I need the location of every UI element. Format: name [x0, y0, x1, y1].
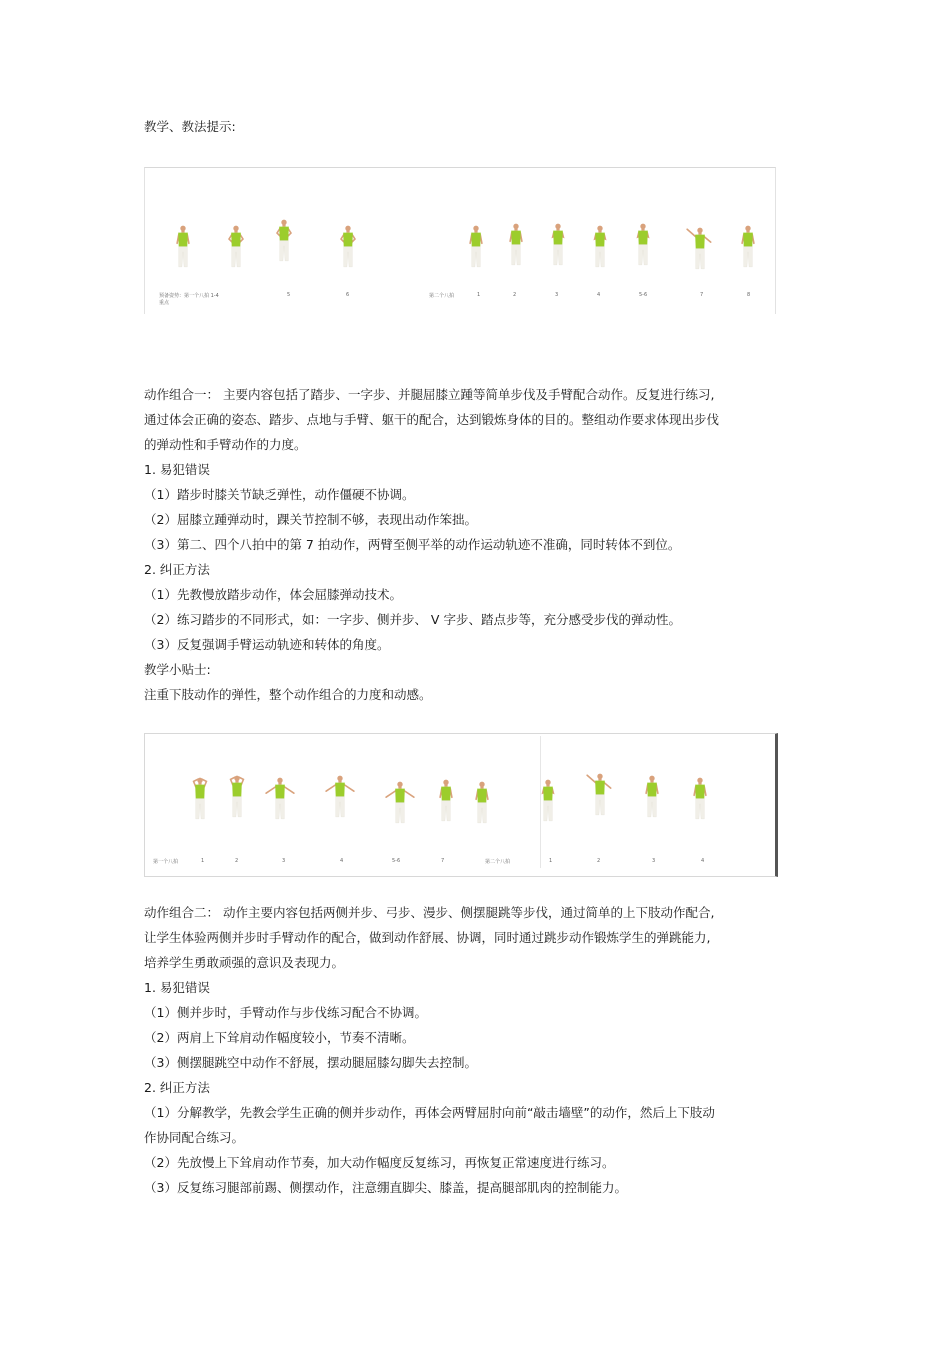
exercise-figure-illustration: [685, 758, 715, 842]
group2-fix-title: 2. 纠正方法: [144, 1080, 210, 1095]
group1-errors-title: 1. 易犯错误: [144, 462, 210, 477]
group2-intro-3: 培养学生勇敢顽强的意识及表现力。: [144, 955, 345, 970]
exercise-figure-illustration: [685, 208, 715, 292]
group2-fix-item: （1）分解教学，先教会学生正确的侧并步动作，再体会两臂屈肘向前“敲击墙壁”的动作，然后上下肢动: [144, 1105, 715, 1120]
exercise-figure-illustration: [501, 204, 531, 288]
exercise-figure-illustration: [467, 762, 497, 846]
group2-errors-title: 1. 易犯错误: [144, 980, 210, 995]
group1-error-item: （2）屈膝立踵弹动时，踝关节控制不够，表现出动作笨拙。: [144, 512, 477, 527]
figure-combination-one: [144, 167, 776, 314]
figure-caption-right: 第二个八拍: [485, 859, 511, 865]
group1-fix-title: 2. 纠正方法: [144, 562, 210, 577]
figure-caption-num: 7: [700, 292, 704, 298]
group1-intro: 动作组合一： 主要内容包括了踏步、一字步、并腿屈膝立踵等简单步伐及手臂配合动作。反复进行练习,: [144, 387, 715, 402]
exercise-figure-illustration: [543, 204, 573, 288]
exercise-figure-illustration: [628, 204, 658, 288]
exercise-figure-illustration: [168, 206, 198, 290]
figure-caption-num: 2: [235, 858, 239, 864]
group2-fix-item: （3）反复练习腿部前踢、侧摆动作，注意绷直脚尖、膝盖，提高腿部肌肉的控制能力。: [144, 1180, 627, 1195]
exercise-figure-illustration: [533, 760, 563, 844]
exercise-figure-illustration: [585, 754, 615, 838]
exercise-figure-illustration: [431, 760, 461, 844]
figure-caption-num: 1: [549, 858, 553, 864]
figure-caption-num: 4: [597, 292, 601, 298]
group1-error-item: （1）踏步时膝关节缺乏弹性，动作僵硬不协调。: [144, 487, 415, 502]
figure-caption-num: 3: [282, 858, 286, 864]
group1-fix-item: （1）先教慢放踏步动作，体会屈膝弹动技术。: [144, 587, 402, 602]
group1-fix-item: （2）练习踏步的不同形式，如：一字步、侧并步、 V 字步、踏点步等，充分感受步伐的弹动性。: [144, 612, 681, 627]
figure-caption-num: 8: [747, 292, 751, 298]
figure-caption-num: 1: [201, 858, 205, 864]
group2-error-item: （3）侧摆腿跳空中动作不舒展，摆动腿屈膝勾脚失去控制。: [144, 1055, 477, 1070]
figure-caption-num: 4: [701, 858, 705, 864]
figure-caption-num: 3: [652, 858, 656, 864]
group2-fix-item: 作协同配合练习。: [144, 1130, 245, 1145]
figure-caption-num: 2: [513, 292, 517, 298]
figure-caption-num: 5-6: [639, 292, 648, 298]
section-heading: 教学、教法提示:: [144, 119, 236, 134]
exercise-figure-illustration: [333, 206, 363, 290]
group1-intro-3: 的弹动性和手臂动作的力度。: [144, 437, 307, 452]
figure-caption-num: 6: [346, 292, 350, 298]
exercise-figure-illustration: [325, 756, 355, 840]
group2-intro-2: 让学生体验两侧并步时手臂动作的配合，做到动作舒展、协调，同时通过跳步动作锻炼学生的弹跳能力,: [144, 930, 711, 945]
figure-caption-num: 2: [597, 858, 601, 864]
exercise-figure-illustration: [585, 206, 615, 290]
group1-error-item: （3）第二、四个八拍中的第 7 拍动作，两臂至侧平举的动作运动轨迹不准确，同时转体不到位。: [144, 537, 681, 552]
exercise-figure-illustration: [222, 756, 252, 840]
figure-caption-left: 第一个八拍: [153, 859, 179, 865]
figure-caption-num: 5: [287, 292, 291, 298]
group2-error-item: （1）侧并步时，手臂动作与步伐练习配合不协调。: [144, 1005, 427, 1020]
exercise-figure-illustration: [221, 206, 251, 290]
figure-caption-num: 5-6: [392, 858, 401, 864]
figure-caption-num: 7: [441, 858, 445, 864]
group1-fix-item: （3）反复强调手臂运动轨迹和转体的角度。: [144, 637, 390, 652]
exercise-figure-illustration: [637, 756, 667, 840]
exercise-figure-illustration: [733, 206, 763, 290]
exercise-figure-illustration: [269, 200, 299, 284]
figure-caption-left-2: 重点: [159, 300, 170, 306]
group2-intro: 动作组合二： 动作主要内容包括两侧并步、弓步、漫步、侧摆腿跳等步伐，通过简单的上下肢动作配合,: [144, 905, 715, 920]
group1-intro-2: 通过体会正确的姿态、踏步、点地与手臂、躯干的配合，达到锻炼身体的目的。整组动作要求体现出步伐: [144, 412, 720, 427]
exercise-figure-illustration: [461, 206, 491, 290]
figure-caption-left: 预备姿势：第一个八拍 1-4: [159, 293, 219, 299]
figure-caption-num: 3: [555, 292, 559, 298]
figure-caption-num: 1: [477, 292, 481, 298]
group2-error-item: （2）两肩上下耸肩动作幅度较小，节奏不清晰。: [144, 1030, 415, 1045]
group2-fix-item: （2）先放慢上下耸肩动作节奏，加大动作幅度反复练习，再恢复正常速度进行练习。: [144, 1155, 615, 1170]
exercise-figure-illustration: [265, 758, 295, 842]
group1-tip-title: 教学小贴士:: [144, 662, 211, 677]
figure-combination-two: [144, 733, 778, 877]
exercise-figure-illustration: [385, 762, 415, 846]
figure-caption-right: 第二个八拍: [429, 293, 455, 299]
exercise-figure-illustration: [185, 758, 215, 842]
figure-caption-num: 4: [340, 858, 344, 864]
group1-tip: 注重下肢动作的弹性，整个动作组合的力度和动感。: [144, 687, 432, 702]
